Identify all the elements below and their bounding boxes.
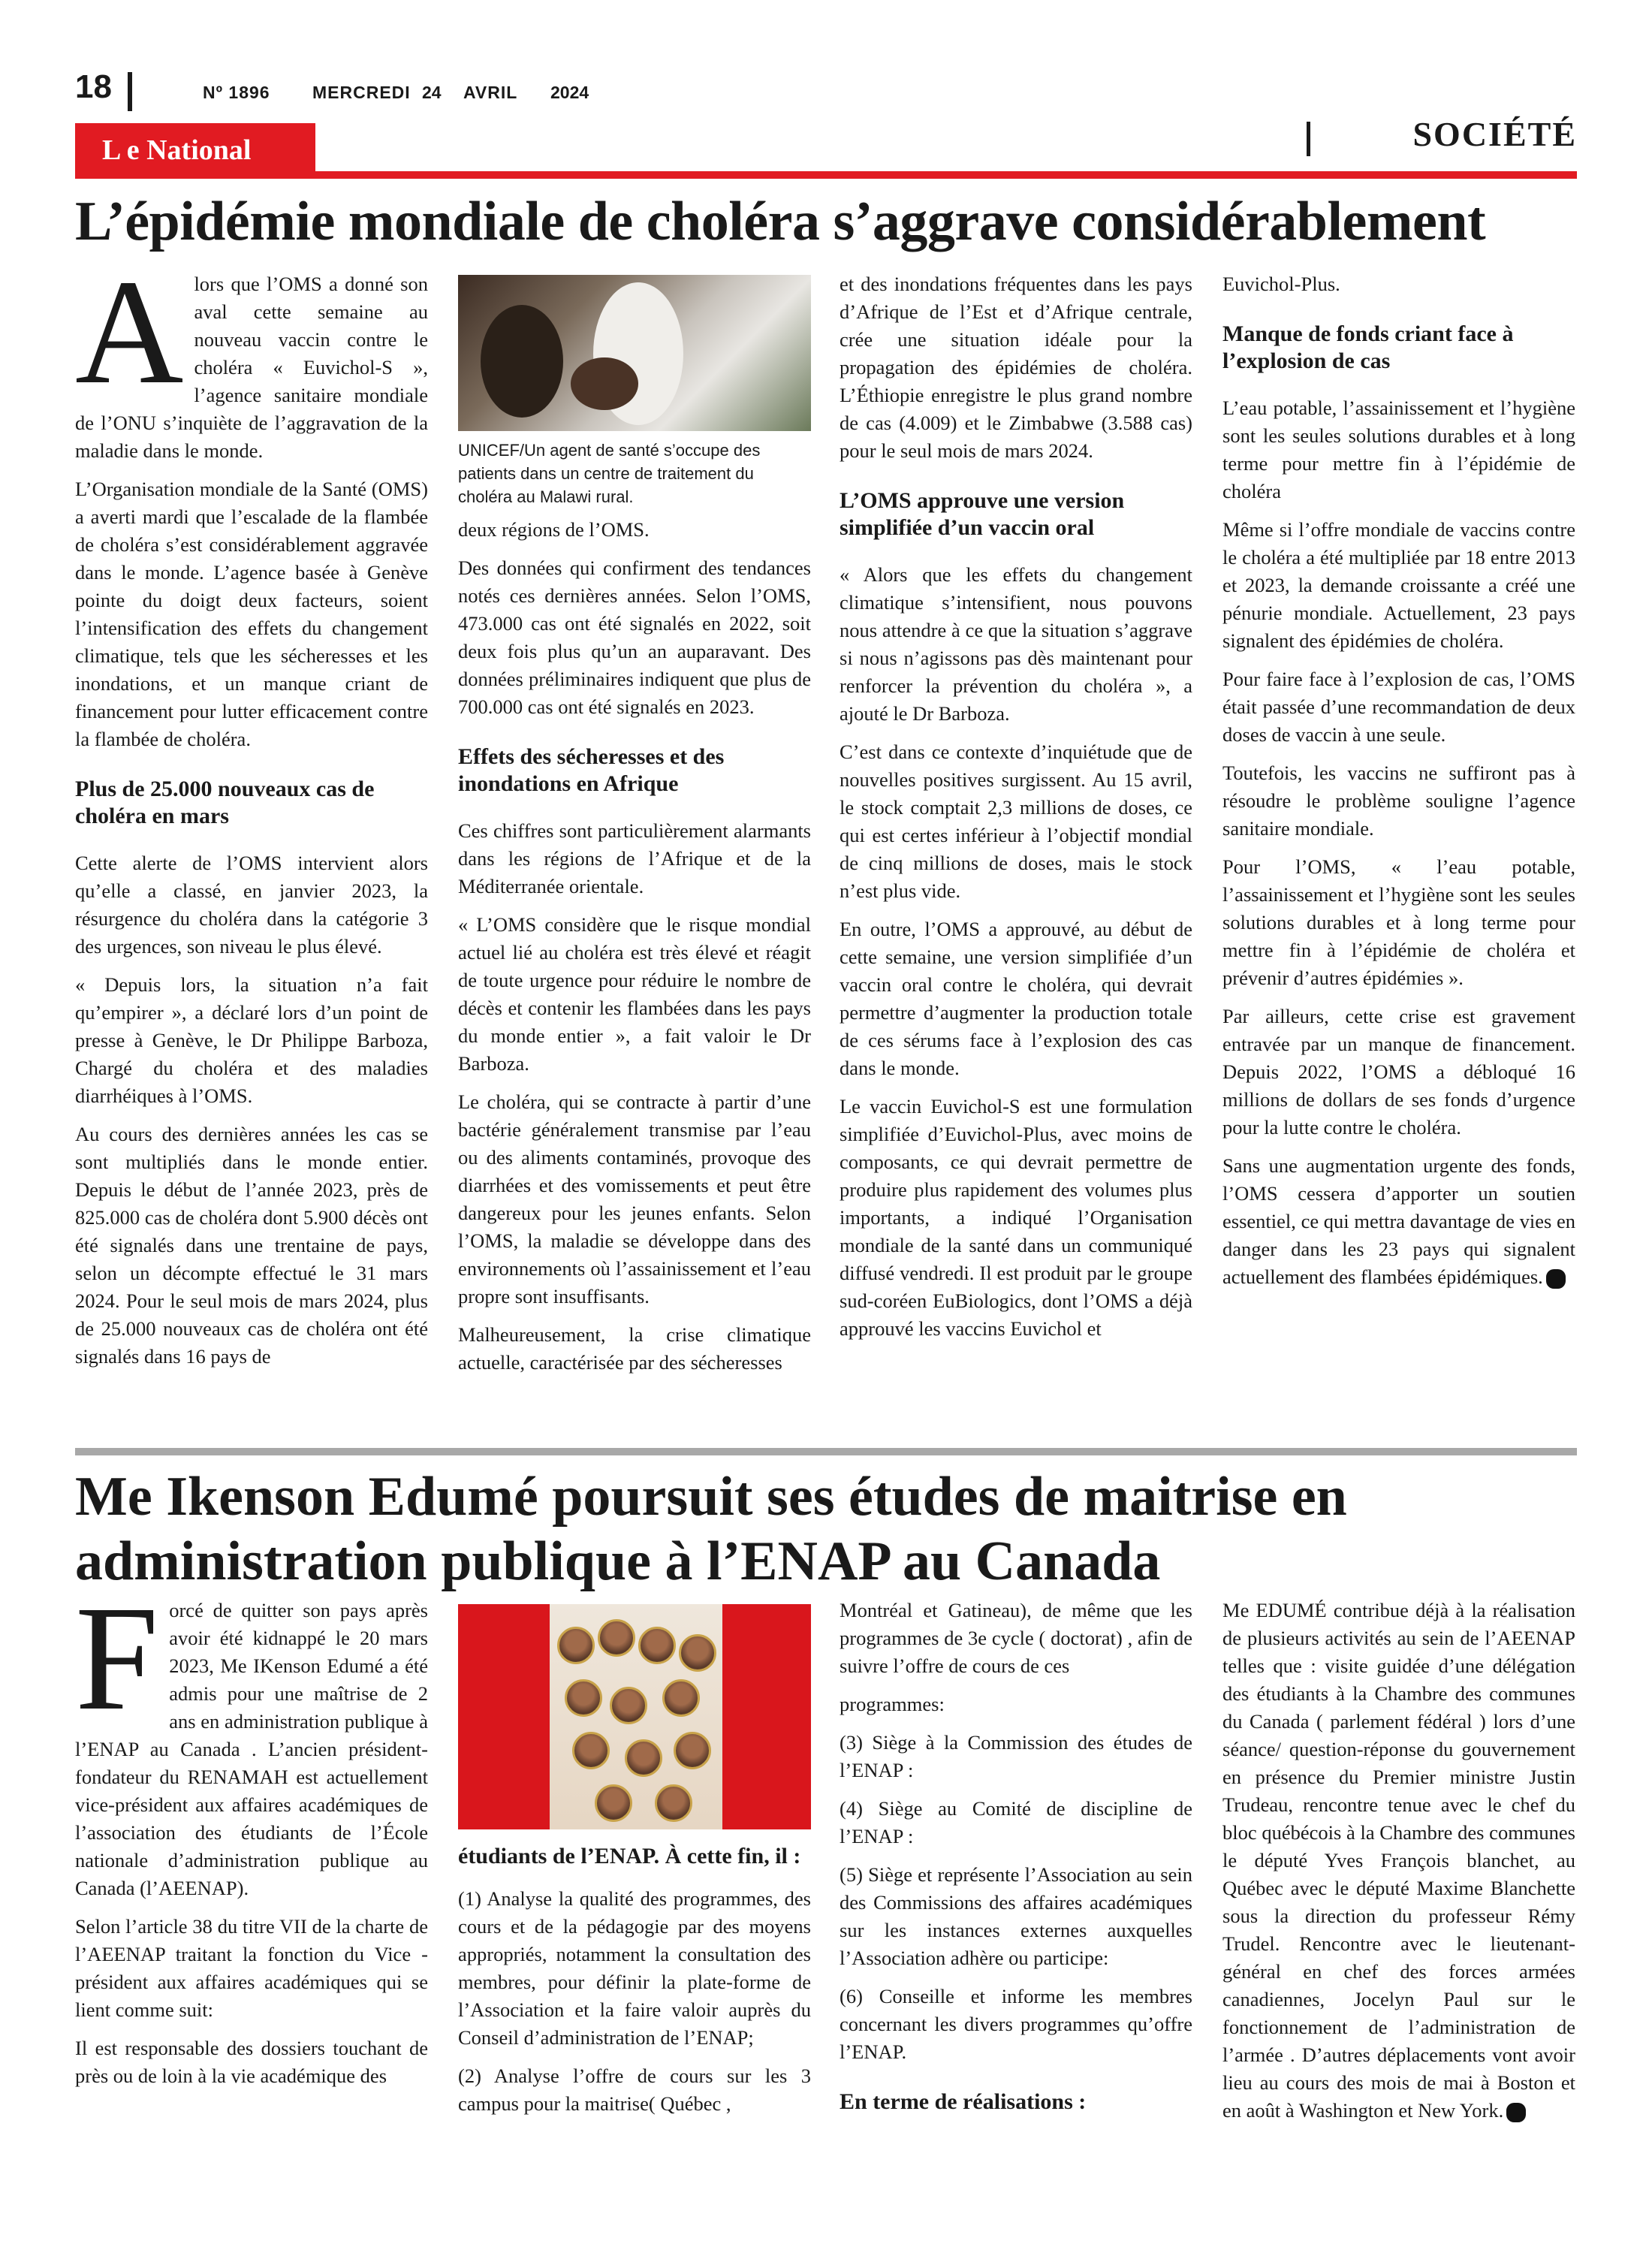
article1-paragraph: Cette alerte de l’OMS intervient alors qu’elle a classé, en janvier 2023, la résurgence du choléra dans la catégorie 3 des urgences, son niveau le plus élevé. bbox=[75, 852, 428, 958]
article1-photo bbox=[458, 275, 811, 431]
article1-paragraph: Le choléra, qui se contracte à partir d’une bactérie généralement transmise par l’eau ou des aliments contaminés, provoque des diarrhées et des vomissements et peut être dangereux pour les jeunes enfants. Selon l’OMS, la maladie se développe dans des environnements où l’assainissement et l’eau propre sont insuffisants. bbox=[458, 1090, 811, 1307]
article1-subheading: Effets des sécheresses et des inondations en Afrique bbox=[458, 744, 725, 796]
photo-poster bbox=[550, 1604, 722, 1829]
article1-column-2 bbox=[458, 275, 811, 1387]
article2-paragraph: programmes: bbox=[840, 1693, 945, 1715]
photo-portrait bbox=[565, 1679, 602, 1717]
article2-dropcap: F bbox=[75, 1576, 159, 1742]
article1-subheading: Manque de fonds criant face à l’explosion de cas bbox=[1222, 321, 1514, 373]
photo-portrait bbox=[625, 1739, 662, 1777]
article2-photo bbox=[458, 1604, 811, 1829]
article1-photo-caption: UNICEF/Un agent de santé s’occupe des patients dans un centre de traitement du choléra au Malawi rural. bbox=[458, 441, 761, 506]
article2-paragraph: Il est responsable des dossiers touchant de près ou de loin à la vie académique des bbox=[75, 2037, 428, 2087]
article2-column-2 bbox=[458, 1604, 811, 2128]
article1-paragraph: « L’OMS considère que le risque mondial actuel lié au choléra est très élevé et réagit de toute urgence pour réduire le nombre de décès et contenir les flambées dans les pays du monde entier », a fait valoir le Dr Barboza. bbox=[458, 913, 811, 1075]
header-rule bbox=[75, 171, 1577, 179]
article1-paragraph: « Depuis lors, la situation n’a fait qu’empirer », a déclaré lors d’un point de presse à Genève, le Dr Philippe Barboza, Chargé du choléra et des maladies diarrhéiques à l’OMS. bbox=[75, 973, 428, 1107]
article2-subheading: En terme de réalisations : bbox=[840, 2089, 1087, 2114]
article2-paragraph bbox=[1222, 1597, 1575, 2125]
article2-column-3 bbox=[840, 1597, 1192, 2135]
article2-lead: étudiants de l’ENAP. À cette fin, il : bbox=[458, 1844, 801, 1868]
article2-paragraph: (6) Conseille et informe les membres concernant les divers programmes qu’offre l’ENAP. bbox=[840, 1985, 1192, 2063]
article1-paragraph: et des inondations fréquentes dans les pays d’Afrique de l’Est et d’Afrique centrale, crée une situation idéale pour la propagation des épidémies de choléra. L’Éthiopie enregistre le plus grand nombre de cas (4.009) et le Zimbabwe (3.588 cas) pour le seul mois de mars 2024. bbox=[840, 273, 1192, 462]
article1-paragraph: Ces chiffres sont particulièrement alarmants dans les régions de l’Afrique et de la Méditerranée orientale. bbox=[458, 819, 811, 897]
photo-figure bbox=[571, 357, 638, 410]
article2-paragraph: (1) Analyse la qualité des programmes, des cours et de la pédagogie par des moyens appropriés, notamment la consultation des membres, pour définir la plate-forme de l’Association et la faire valoir auprès du Conseil d’administration de l’ENAP; bbox=[458, 1887, 811, 2049]
article1-subheading: Plus de 25.000 nouveaux cas de choléra en mars bbox=[75, 777, 375, 828]
end-of-article-icon bbox=[1546, 1269, 1566, 1289]
article1-paragraph: Même si l’offre mondiale de vaccins contre le choléra a été multipliée par 18 entre 2013 et 2023, la demande croissante a créé une pénurie mondiale. Actuellement, 23 pays signalent des épidémies de choléra. bbox=[1222, 518, 1575, 652]
date-month: AVRIL bbox=[463, 83, 518, 102]
photo-portrait bbox=[598, 1619, 635, 1657]
article1-paragraph: deux régions de l’OMS. bbox=[458, 518, 650, 541]
article2-paragraph: (4) Siège au Comité de discipline de l’ENAP : bbox=[840, 1797, 1192, 1847]
date-number: 24 bbox=[422, 83, 442, 102]
article2-paragraph: orcé de quitter son pays après avoir été kidnappé le 20 mars 2023, Me IKenson Edumé a été admis pour une maîtrise de 2 ans en administration publique à l’ENAP au Canada . L’ancien président- fondateur du RENAMAH est actuellement vice-président aux affaires académiques de l’association des étudiants de l’École nationale d’administration publique au Canada (l’AEENAP). bbox=[75, 1599, 428, 1899]
newspaper-brand: L e National bbox=[102, 134, 252, 166]
photo-portrait bbox=[655, 1784, 692, 1822]
section-title: SOCIÉTÉ bbox=[1412, 115, 1577, 153]
article1-subheading: L’OMS approuve une version simplifiée d’un vaccin oral bbox=[840, 488, 1125, 540]
page-number: 18 bbox=[75, 68, 112, 105]
article1-paragraph: Le vaccin Euvichol-S est une formulation simplifiée d’Euvichol-Plus, avec moins de composants, ce qui devrait permettre de produire plus rapidement des volumes plus importants, a indiqué l’Organisation mondiale de la santé dans un communiqué diffusé vendredi. Il est produit par le groupe sud-coréen EuBiologics, dont l’OMS a déjà approuvé les vaccins Euvichol et bbox=[840, 1095, 1192, 1340]
date-year: 2024 bbox=[550, 83, 589, 102]
issue-number: Nº 1896 bbox=[203, 83, 270, 102]
article1-paragraph: En outre, l’OMS a approuvé, au début de cette semaine, une version simplifiée d’un vaccin oral contre le choléra, qui devrait permettre d’augmenter la production totale de ces sérums face à l’explosion des cas dans le monde. bbox=[840, 918, 1192, 1079]
article2-column-1 bbox=[75, 1576, 428, 2101]
article1-paragraph-text: Sans une augmentation urgente des fonds, l’OMS cessera d’apporter un soutien essentiel, ce qui mettra davantage de vies en danger dans les 23 pays qui signalent actuellement des flambées épidémiques. bbox=[1222, 1154, 1575, 1288]
article1-paragraph: L’Organisation mondiale de la Santé (OMS) a averti mardi que l’escalade de la flambée de choléra s’est considérablement aggravée dans le monde. L’agence basée à Genève pointe du doigt deux facteurs, soient l’intensification des effets du changement climatique, tels que les sécheresses et les inondations, et un manque criant de financement pour lutter efficacement contre la flambée de choléra. bbox=[75, 478, 428, 750]
article-divider bbox=[75, 1448, 1577, 1455]
photo-figure bbox=[481, 305, 563, 418]
photo-portrait bbox=[595, 1784, 632, 1822]
article1-paragraph: Euvichol-Plus. bbox=[1222, 273, 1340, 295]
article2-paragraph: (5) Siège et représente l’Association au sein des Commissions des affaires académiques sur les instances externes auxquelles l’Association adhère ou participe: bbox=[840, 1863, 1192, 1969]
photo-portrait bbox=[610, 1687, 647, 1724]
page-number-divider bbox=[128, 72, 132, 111]
end-of-article-icon bbox=[1506, 2103, 1526, 2122]
article1-paragraph: Pour l’OMS, « l’eau potable, l’assainissement et l’hygiène sont les seules solutions durables et à long terme pour mettre fin à l’épidémie de choléra et prévenir d’autres épidémies ». bbox=[1222, 855, 1575, 989]
article2-paragraph: (2) Analyse l’offre de cours sur les 3 campus pour la maitrise( Québec , bbox=[458, 2064, 811, 2115]
article1-headline: L’épidémie mondiale de choléra s’aggrave considérablement bbox=[75, 191, 1486, 252]
article1-column-1 bbox=[75, 249, 428, 1381]
photo-portrait bbox=[557, 1627, 595, 1664]
article1-paragraph bbox=[1222, 1152, 1575, 1291]
article1-column-3 bbox=[840, 270, 1192, 1353]
article2-paragraph: Selon l’article 38 du titre VII de la charte de l’AEENAP traitant la fonction du Vice -président aux affaires académiques qui se lient comme suit: bbox=[75, 1915, 428, 2021]
photo-portrait bbox=[662, 1679, 700, 1717]
article2-paragraph: Montréal et Gatineau), de même que les programmes de 3e cycle ( doctorat) , afin de suivre l’offre de cours de ces bbox=[840, 1599, 1192, 1677]
article1-paragraph: lors que l’OMS a donné son aval cette semaine au nouveau vaccin contre le choléra « Euvichol-S », l’agence sanitaire mondiale de l’ONU s’inquiète de l’aggravation de la maladie dans le monde. bbox=[75, 273, 428, 462]
photo-portrait bbox=[638, 1627, 676, 1664]
article1-paragraph: C’est dans ce contexte d’inquiétude que de nouvelles positives surgissent. Au 15 avril, le stock comptait 2,3 millions de doses, ce qui est certes inférieur à l’objectif mondial de cinq millions de doses, mais le stock n’est plus vide. bbox=[840, 740, 1192, 902]
article1-paragraph: L’eau potable, l’assainissement et l’hygiène sont les seules solutions durables et à long terme pour mettre fin à l’épidémie de choléra bbox=[1222, 397, 1575, 502]
article2-column-4 bbox=[1222, 1597, 1575, 2135]
article2-paragraph-text: Me EDUMÉ contribue déjà à la réalisation de plusieurs activités au sein de l’AEENAP telles que : visite guidée d’une délégation des étudiants à la Chambre des communes du Canada ( parlement fédéral ) lors d’une séance/ question-réponse du gouvernement en présence du Premier ministre Justin Trudeau, rencontre tenue avec le chef du bloc québécois à la Chambre des communes le député Yves François blanchet, au Québec avec le député Maxime Blanchette sous la direction du professeur Rémy Trudel. Rencontre avec le lieutenant-général en chef des forces armées canadiennes, Jocelyn Paul sur le fonctionnement de l’administration de l’armée . D’autres déplacements vont avoir lieu au cours des mois de mai à Boston et en août à Washington et New York. bbox=[1222, 1599, 1575, 2122]
date-day: MERCREDI bbox=[312, 83, 411, 102]
article1-paragraph: Par ailleurs, cette crise est gravement entravée par un manque de financement. Depuis 2022, l’OMS a débloqué 16 millions de dollars de ses fonds d’urgence pour la lutte contre le choléra. bbox=[1222, 1005, 1575, 1139]
photo-portrait bbox=[572, 1732, 610, 1769]
article1-paragraph: Des données qui confirment des tendances notés ces dernières années. Selon l’OMS, 473.000 cas ont été signalés en 2022, soit deux fois plus qu’un an auparavant. Des données préliminaires indiquent que plus de 700.000 cas ont été signalés en 2023. bbox=[458, 556, 811, 718]
article1-dropcap: A bbox=[75, 249, 184, 415]
article1-paragraph: Malheureusement, la crise climatique actuelle, caractérisée par des sécheresses bbox=[458, 1323, 811, 1374]
article1-paragraph: Pour faire face à l’explosion de cas, l’OMS était passée d’une recommandation de deux doses de vaccin à une seule. bbox=[1222, 668, 1575, 746]
article1-paragraph: Toutefois, les vaccins ne suffiront pas à résoudre le problème souligne l’agence sanitaire mondiale. bbox=[1222, 762, 1575, 840]
article2-headline: Me Ikenson Edumé poursuit ses études de maitrise en administration publique à l’ENAP au Canada bbox=[75, 1466, 1347, 1592]
photo-portrait bbox=[674, 1732, 711, 1769]
article1-paragraph: « Alors que les effets du changement climatique s’intensifient, nous pouvons nous attendre à ce que la situation s’aggrave si nous n’agissons pas dès maintenant pour renforcer la prévention du choléra », a ajouté le Dr Barboza. bbox=[840, 563, 1192, 725]
article2-paragraph: (3) Siège à la Commission des études de l’ENAP : bbox=[840, 1731, 1192, 1781]
photo-portrait bbox=[679, 1634, 716, 1672]
article1-column-4 bbox=[1222, 270, 1575, 1301]
article1-paragraph: Au cours des dernières années les cas se sont multipliés dans le monde entier. Depuis le début de l’année 2023, près de 825.000 cas de choléra dont 5.900 décès ont été signalés dans une trentaine de pays, selon un décompte effectué le 31 mars 2024. Pour le seul mois de mars 2024, plus de 25.000 nouveaux cas de choléra ont été signalés dans 16 pays de bbox=[75, 1123, 428, 1368]
section-divider bbox=[1307, 122, 1310, 156]
